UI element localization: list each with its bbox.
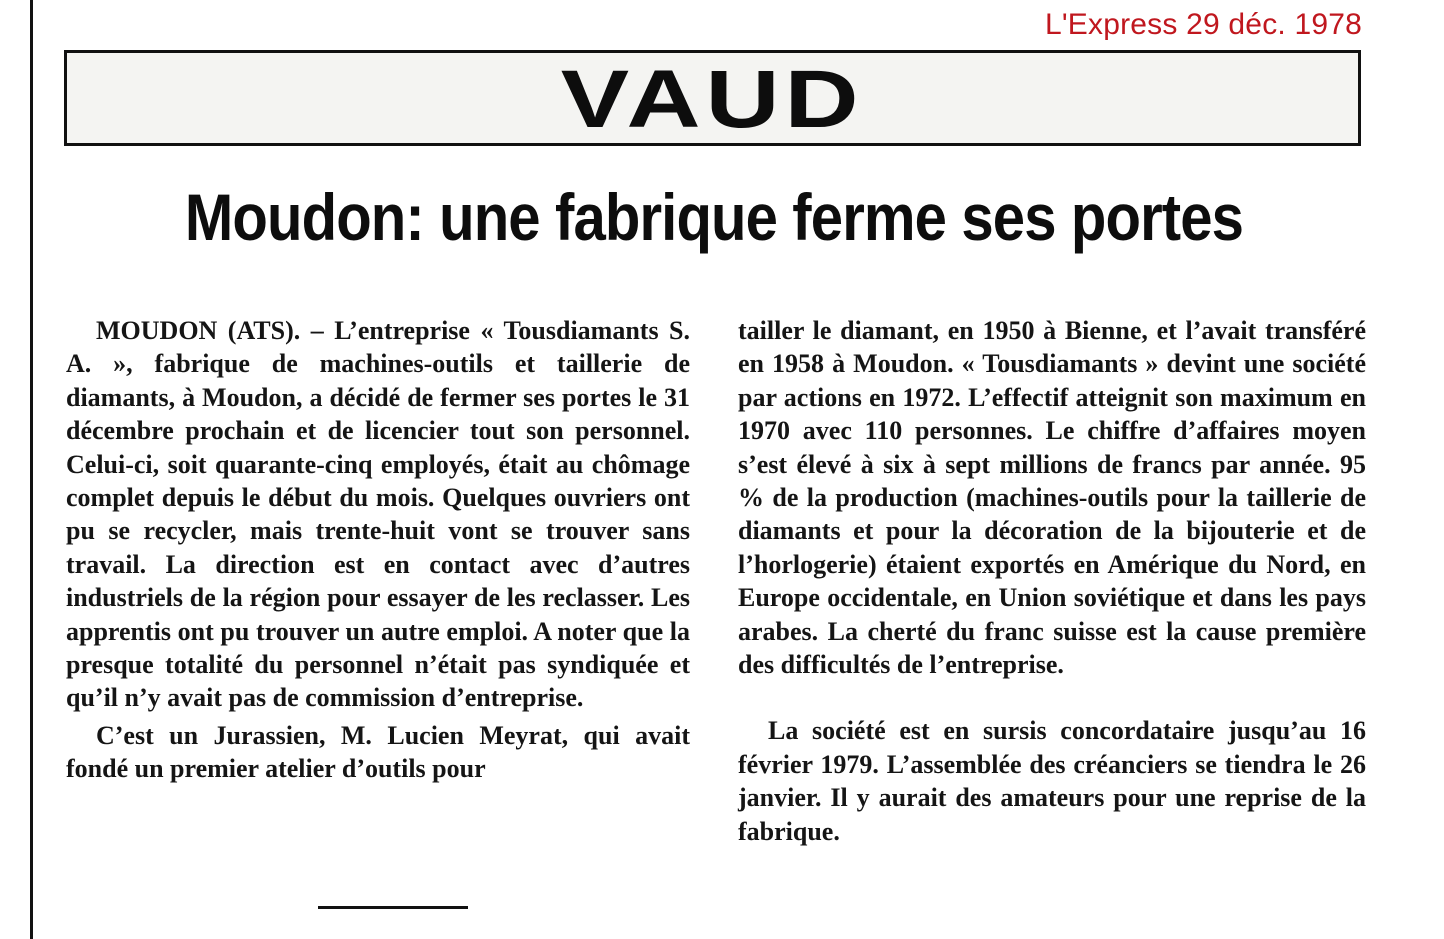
source-caption: L'Express 29 déc. 1978 (1045, 8, 1362, 41)
article-paragraph: La société est en sursis concordataire jusqu’au 16 février 1979. L’assemblée des créanciers se tiendra le 26 janvier. Il y aurait des amateurs pour une reprise de la fabrique. (738, 716, 1366, 846)
section-header-box (64, 50, 1361, 146)
section-title: VAUD (561, 54, 864, 145)
article-paragraph-continued: tailler le diamant, en 1950 à Bienne, et l’avait transféré en 1958 à Moudon. « Tousdiamants » devint une société par actions en 1972. L’effectif atteignit son maximum en 1970 avec 110 personnes. Le chiffre d’affaires moyen s’est élevé à six à sept millions de francs par année. 95 % de la production (machines-outils pour la taillerie de diamants et pour la décoration de la bijouterie et de l’horlogerie) étaient exportés en Amérique du Nord, en Europe occidentale, en Union soviétique et dans les pays arabes. La cherté du franc suisse est la cause première des difficultés de l’entreprise. (738, 316, 1366, 680)
article-end-rule (318, 906, 468, 909)
article-paragraph: C’est un Jurassien, M. Lucien Meyrat, qui avait fondé un premier atelier d’outils pour (66, 720, 690, 784)
left-margin-rule (30, 0, 33, 939)
article-column-right (738, 314, 1366, 848)
article-headline: Moudon: une fabrique ferme ses portes (184, 180, 1244, 254)
article-paragraph: MOUDON (ATS). – L’entreprise « Tousdiamants S. A. », fabrique de machines-outils et taillerie de diamants, à Moudon, a décidé de fermer ses portes le 31 décembre prochain et de licencier tout son personnel. Celui-ci, soit quarante-cinq employés, était au chômage complet depuis le début du mois. Quelques ouvriers ont pu se recycler, mais trente-huit vont se trouver sans travail. La direction est en contact avec d’autres industriels de la région pour essayer de les reclasser. Les apprentis ont pu trouver un autre emploi. A noter que la presque totalité du personnel n’était pas syndiquée et qu’il n’y avait pas de commission d’entreprise. (66, 316, 690, 713)
article-column-left (66, 314, 690, 786)
